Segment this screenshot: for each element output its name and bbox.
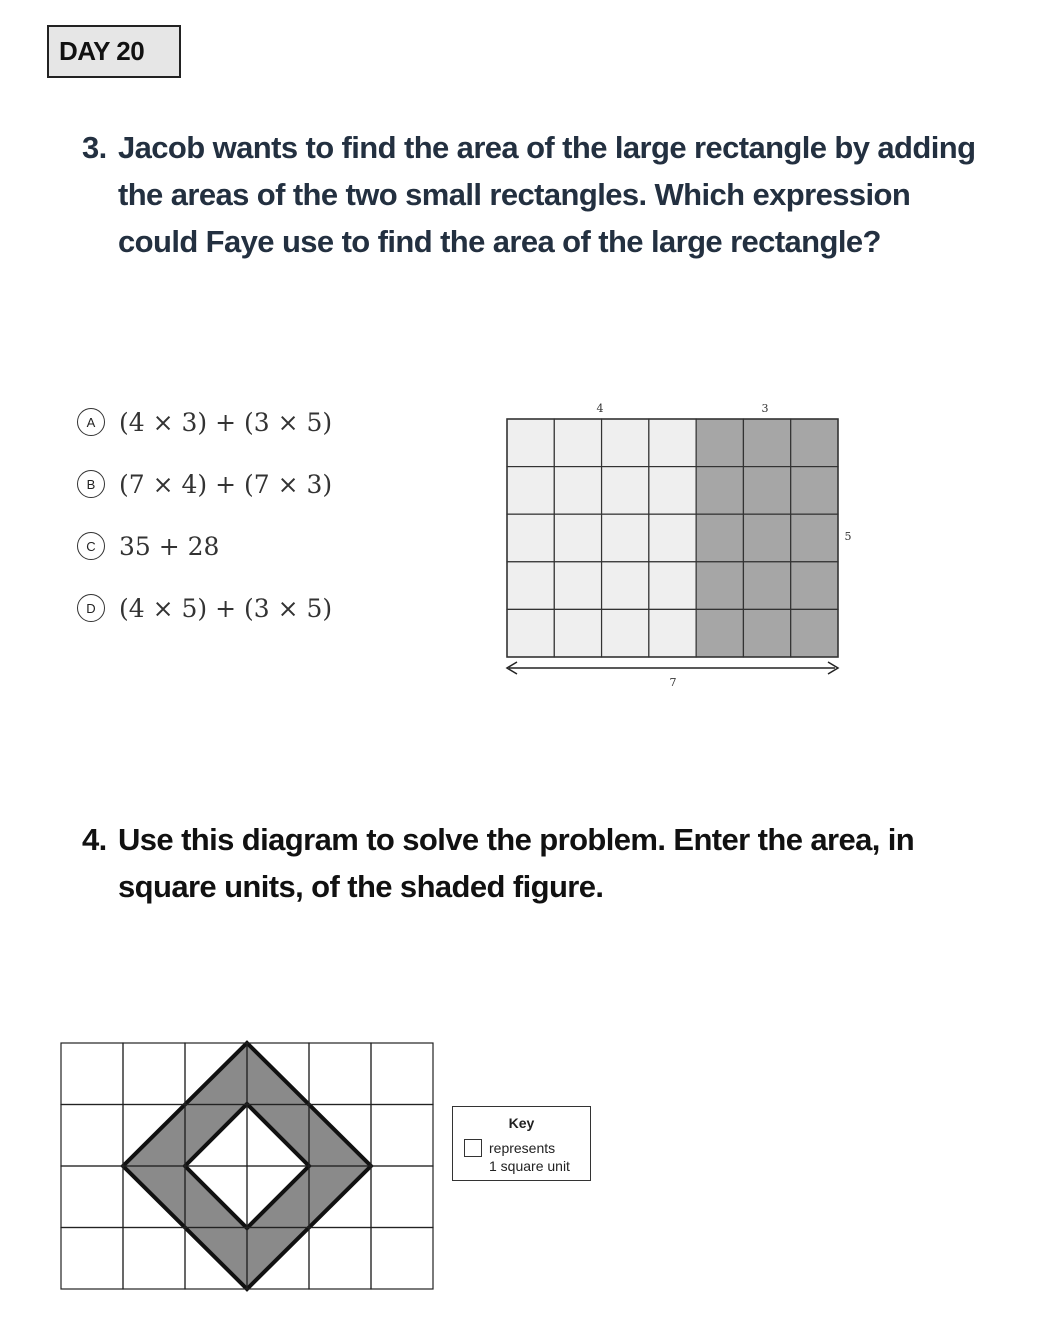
question-4-line-1: Use this diagram to solve the problem. Enter the area, in [118, 822, 915, 857]
shaded-unit-square [696, 609, 743, 657]
label-width-4: 4 [596, 402, 604, 415]
unit-grid [61, 1043, 433, 1289]
shaded-unit-square [791, 419, 838, 467]
shaded-unit-square [696, 419, 743, 467]
choice-d-bubble[interactable]: D [77, 594, 105, 622]
shaded-unit-square [791, 562, 838, 610]
grid-unit-square [309, 1043, 371, 1105]
light-unit-square [649, 419, 696, 467]
light-unit-square [507, 419, 554, 467]
shaded-unit-square [791, 514, 838, 562]
question-3-line-1: Jacob wants to find the area of the large rectangle by adding [118, 130, 976, 165]
light-unit-square [649, 467, 696, 515]
choice-d-expression: (4 × 5) + (3 × 5) [119, 593, 333, 623]
answer-choices [77, 402, 332, 650]
unit-square-icon [464, 1139, 482, 1157]
grid-unit-square [123, 1228, 185, 1290]
shaded-unit-square [743, 562, 790, 610]
grid-unit-square [61, 1105, 123, 1167]
shaded-unit-square [791, 609, 838, 657]
light-unit-square [507, 467, 554, 515]
light-unit-square [507, 514, 554, 562]
shaded-unit-square [743, 419, 790, 467]
grid-unit-square [61, 1043, 123, 1105]
light-unit-square [507, 562, 554, 610]
question-3-number: 3. [82, 130, 107, 165]
question-4-text [82, 816, 982, 910]
choice-b-bubble[interactable]: B [77, 470, 105, 498]
key-line-2: 1 square unit [489, 1158, 570, 1174]
key-text [489, 1139, 570, 1175]
rectangle-area-diagram [495, 395, 865, 695]
shaded-unit-square [743, 514, 790, 562]
choice-a[interactable] [77, 402, 332, 442]
light-unit-square [602, 419, 649, 467]
grid-unit-square [123, 1043, 185, 1105]
question-3-text [82, 124, 1042, 265]
light-unit-square [602, 609, 649, 657]
grid-unit-square [371, 1043, 433, 1105]
choice-b[interactable] [77, 464, 332, 504]
shaded-unit-square [743, 609, 790, 657]
grid-unit-square [61, 1228, 123, 1290]
grid-unit-square [309, 1228, 371, 1290]
choice-d[interactable] [77, 588, 332, 628]
question-3-line-2: the areas of the two small rectangles. Which expression [118, 177, 911, 212]
light-unit-square [602, 562, 649, 610]
day-label: DAY 20 [47, 25, 181, 78]
rectangle-grid [507, 419, 838, 657]
question-3-line-3: could Faye use to find the area of the large rectangle? [118, 224, 881, 259]
grid-unit-square [61, 1166, 123, 1228]
light-unit-square [649, 562, 696, 610]
label-width-3: 3 [761, 402, 769, 415]
shaded-figure-diagram [55, 1036, 440, 1296]
choice-a-bubble[interactable]: A [77, 408, 105, 436]
light-unit-square [554, 562, 601, 610]
light-unit-square [602, 514, 649, 562]
question-4-number: 4. [82, 822, 107, 857]
light-unit-square [554, 514, 601, 562]
light-unit-square [649, 514, 696, 562]
choice-c[interactable] [77, 526, 332, 566]
question-4-line-2: square units, of the shaded figure. [118, 869, 604, 904]
grid-unit-square [371, 1166, 433, 1228]
shaded-unit-square [743, 467, 790, 515]
light-unit-square [507, 609, 554, 657]
label-width-7: 7 [669, 676, 677, 689]
choice-c-bubble[interactable]: C [77, 532, 105, 560]
choice-a-expression: (4 × 3) + (3 × 5) [119, 407, 333, 437]
shaded-unit-square [696, 514, 743, 562]
light-unit-square [602, 467, 649, 515]
choice-c-expression: 35 + 28 [119, 531, 220, 561]
key-title: Key [508, 1115, 535, 1131]
shaded-unit-square [696, 467, 743, 515]
light-unit-square [554, 419, 601, 467]
light-unit-square [554, 467, 601, 515]
choice-b-expression: (7 × 4) + (7 × 3) [119, 469, 333, 499]
label-height-5: 5 [844, 530, 852, 543]
light-unit-square [649, 609, 696, 657]
key-line-1: represents [489, 1140, 556, 1156]
shaded-unit-square [791, 467, 838, 515]
light-unit-square [554, 609, 601, 657]
shaded-unit-square [696, 562, 743, 610]
grid-unit-square [371, 1105, 433, 1167]
key-box [452, 1106, 591, 1181]
grid-unit-square [371, 1228, 433, 1290]
